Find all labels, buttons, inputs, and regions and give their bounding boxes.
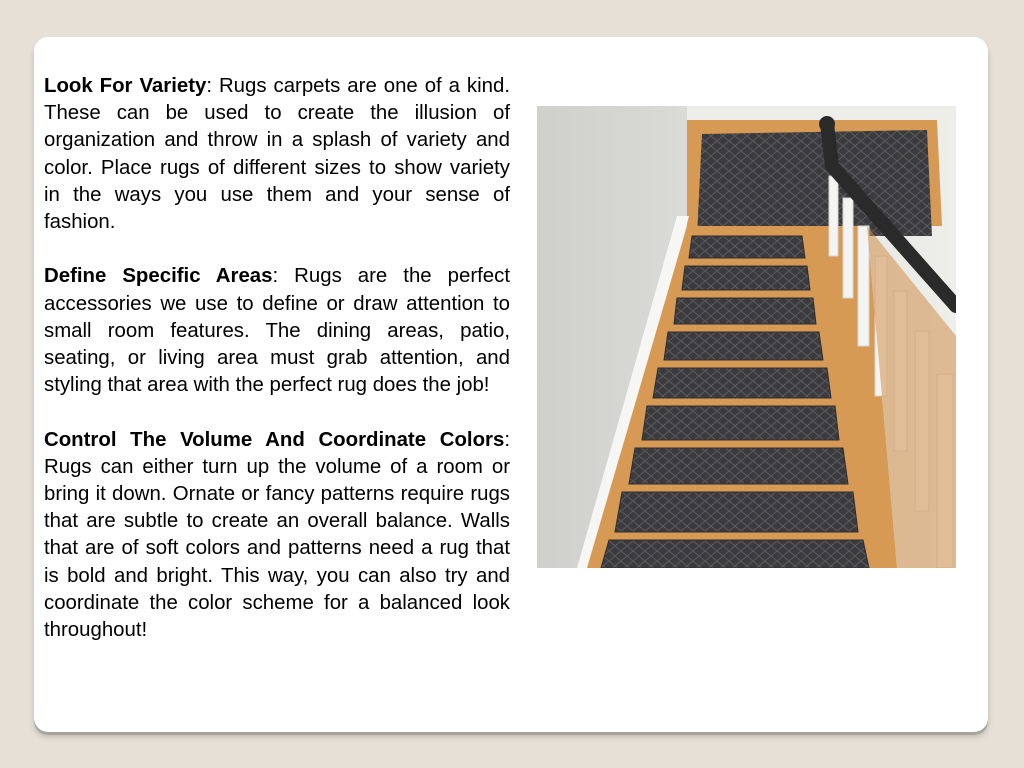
section-heading: Look For Variety bbox=[44, 75, 207, 97]
section-control-volume-colors bbox=[44, 427, 510, 645]
section-heading: Define Specific Areas bbox=[44, 265, 273, 288]
slide-card bbox=[34, 37, 988, 732]
section-body: : Rugs are the perfect accessories we use to define or draw attention to small room features. The dining areas, patio, seating, or living area must grab attention, and styling that area with the perfect rug does the job! bbox=[44, 265, 510, 397]
section-define-specific-areas bbox=[44, 263, 510, 399]
section-body: : Rugs can either turn up the volume of a room or bring it down. Ornate or fancy patterns require rugs that are subtle to create an overall balance. Walls that are of soft colors and patterns need a rug that is bold and bright. This way, you can also try and coordinate the color scheme for a balanced look throughout! bbox=[44, 428, 510, 642]
section-body: : Rugs carpets are one of a kind. These can be used to create the illusion of organization and throw in a splash of variety and color. Place rugs of different sizes to show variety in the ways you use them and your sense of fashion. bbox=[44, 75, 510, 234]
section-heading: Control The Volume And Coordinate Colors bbox=[44, 428, 505, 451]
text-column bbox=[44, 73, 510, 671]
stair-runner-photo-icon bbox=[537, 106, 956, 568]
section-look-for-variety bbox=[44, 73, 510, 236]
